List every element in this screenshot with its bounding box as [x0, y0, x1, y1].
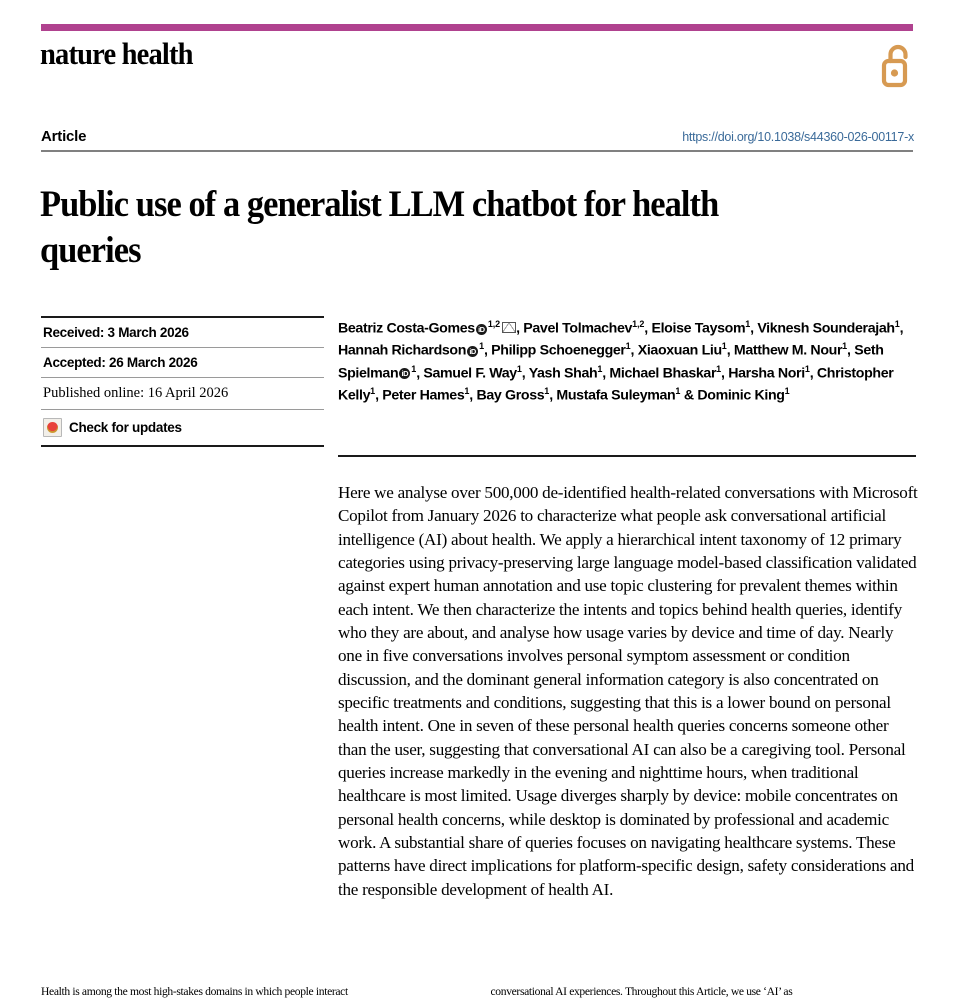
- author-separator: ,: [750, 320, 754, 337]
- published-date: Published online: 16 April 2026: [43, 385, 229, 401]
- doi-link[interactable]: https://doi.org/10.1038/s44360-026-00117-x: [682, 130, 914, 144]
- meta-divider-bottom: [41, 445, 324, 447]
- crossmark-badge-icon: [43, 418, 62, 437]
- affiliation-marker: 1: [716, 363, 722, 374]
- author-name[interactable]: & Dominic King: [680, 387, 785, 404]
- orcid-id-icon[interactable]: iD: [399, 368, 410, 379]
- affiliation-marker: 1: [625, 341, 631, 352]
- author-name[interactable]: , Christopher Kelly: [338, 365, 894, 404]
- accepted-date: Accepted: 26 March 2026: [43, 355, 198, 370]
- author-name[interactable]: , Samuel F. Way: [416, 365, 517, 382]
- brand-rule: [41, 24, 913, 31]
- check-for-updates-label: Check for updates: [69, 420, 182, 435]
- author-name[interactable]: , Eloise Taysom: [644, 320, 746, 337]
- author-name[interactable]: Xiaoxuan Liu: [637, 343, 722, 360]
- article-type-label: Article: [41, 128, 87, 145]
- check-for-updates-button[interactable]: [41, 410, 324, 445]
- author-name[interactable]: , Yash Shah: [521, 365, 598, 382]
- author-name[interactable]: Michael Bhaskar: [609, 365, 717, 382]
- affiliation-marker: 1: [464, 385, 470, 396]
- affiliation-marker: 1: [894, 319, 900, 329]
- body-column-right: conversational AI experiences. Throughout this Article, we use ‘AI’ as: [490, 985, 793, 998]
- author-name[interactable]: , Matthew M. Nour: [726, 343, 843, 360]
- author-separator: ,: [549, 387, 553, 404]
- affiliation-marker: 1: [804, 363, 810, 374]
- body-column-left: Health is among the most high-stakes domains in which people interact: [41, 985, 348, 998]
- author-name[interactable]: , Peter Hames: [375, 387, 465, 404]
- affiliation-marker: 1: [597, 363, 603, 374]
- author-name[interactable]: , Hannah Richardson: [338, 320, 904, 360]
- affiliation-marker: 1: [516, 363, 522, 374]
- affiliation-marker: 1: [745, 319, 751, 329]
- abstract-text: Here we analyse over 500,000 de-identified health-related conversations with Microsoft Copilot from January 2026 to characterize what people ask conversational artificial intelligence (AI) about health. We apply a hierarchical intent taxonomy of 12 primary categories using privacy-preserving large language model-based classification validated against expert human annotation and use topic clustering for prevalent themes within each intent. We then characterize the intents and topics behind health queries, identify who they are about, and analyse how usage varies by device and time of day. Nearly one in five conversations involves personal symptom assessment or condition discussion, and the dominant general information category is also concentrated on specific treatments and conditions, suggesting that this is a lower bound on personal health intent. One in seven of these personal health queries concerns someone other than the user, suggesting that conversational AI can also be a caregiving tool. Personal queries increase markedly in the evening and nighttime hours, when traditional healthcare is most limited. Usage diverges sharply by device: mobile concentrates on personal health concerns, while desktop is dominated by professional and academic work. A substantial share of queries focuses on navigating healthcare systems. These patterns have direct implications for platform-specific design, safety considerations and the responsible development of health AI.: [338, 483, 918, 899]
- page-title: Public use of a generalist LLM chatbot for health queries: [40, 183, 719, 272]
- received-date: Received: 3 March 2026: [43, 325, 189, 340]
- author-list: [338, 318, 916, 407]
- body-columns: [41, 984, 916, 999]
- affiliation-marker: 1: [842, 341, 848, 352]
- affiliation-marker: 1: [784, 385, 790, 396]
- author-name[interactable]: , Harsha Nori: [721, 365, 805, 382]
- open-access-lock-icon: [878, 41, 918, 89]
- author-name[interactable]: Viknesh Sounderajah: [757, 320, 895, 337]
- author-separator: ,: [602, 365, 606, 382]
- affiliation-marker: 1: [411, 363, 417, 374]
- affiliation-marker: 1,2: [632, 319, 645, 329]
- affiliation-marker: 1,2: [487, 319, 501, 329]
- affiliation-marker: 1: [370, 385, 376, 396]
- author-name[interactable]: Beatriz Costa-Gomes: [338, 320, 475, 337]
- author-name[interactable]: , Bay Gross: [469, 387, 545, 404]
- author-separator: ,: [630, 343, 635, 360]
- author-name[interactable]: Mustafa Suleyman: [556, 387, 676, 404]
- author-name[interactable]: , Pavel Tolmachev: [516, 320, 633, 337]
- journal-masthead: nature health: [40, 36, 193, 71]
- affiliation-marker: 1: [675, 385, 681, 396]
- affiliation-marker: 1: [721, 341, 727, 352]
- orcid-id-icon[interactable]: iD: [476, 324, 487, 335]
- envelope-icon[interactable]: [502, 322, 516, 333]
- affiliation-marker: 1: [544, 385, 550, 396]
- author-name[interactable]: , Philipp Schoenegger: [483, 343, 626, 360]
- article-history: [41, 316, 324, 447]
- affiliation-marker: 1: [479, 341, 484, 352]
- orcid-id-icon[interactable]: iD: [467, 346, 478, 357]
- abstract-divider: [338, 455, 916, 457]
- author-name[interactable]: , Seth Spielman: [338, 343, 884, 382]
- header-divider: [41, 150, 913, 152]
